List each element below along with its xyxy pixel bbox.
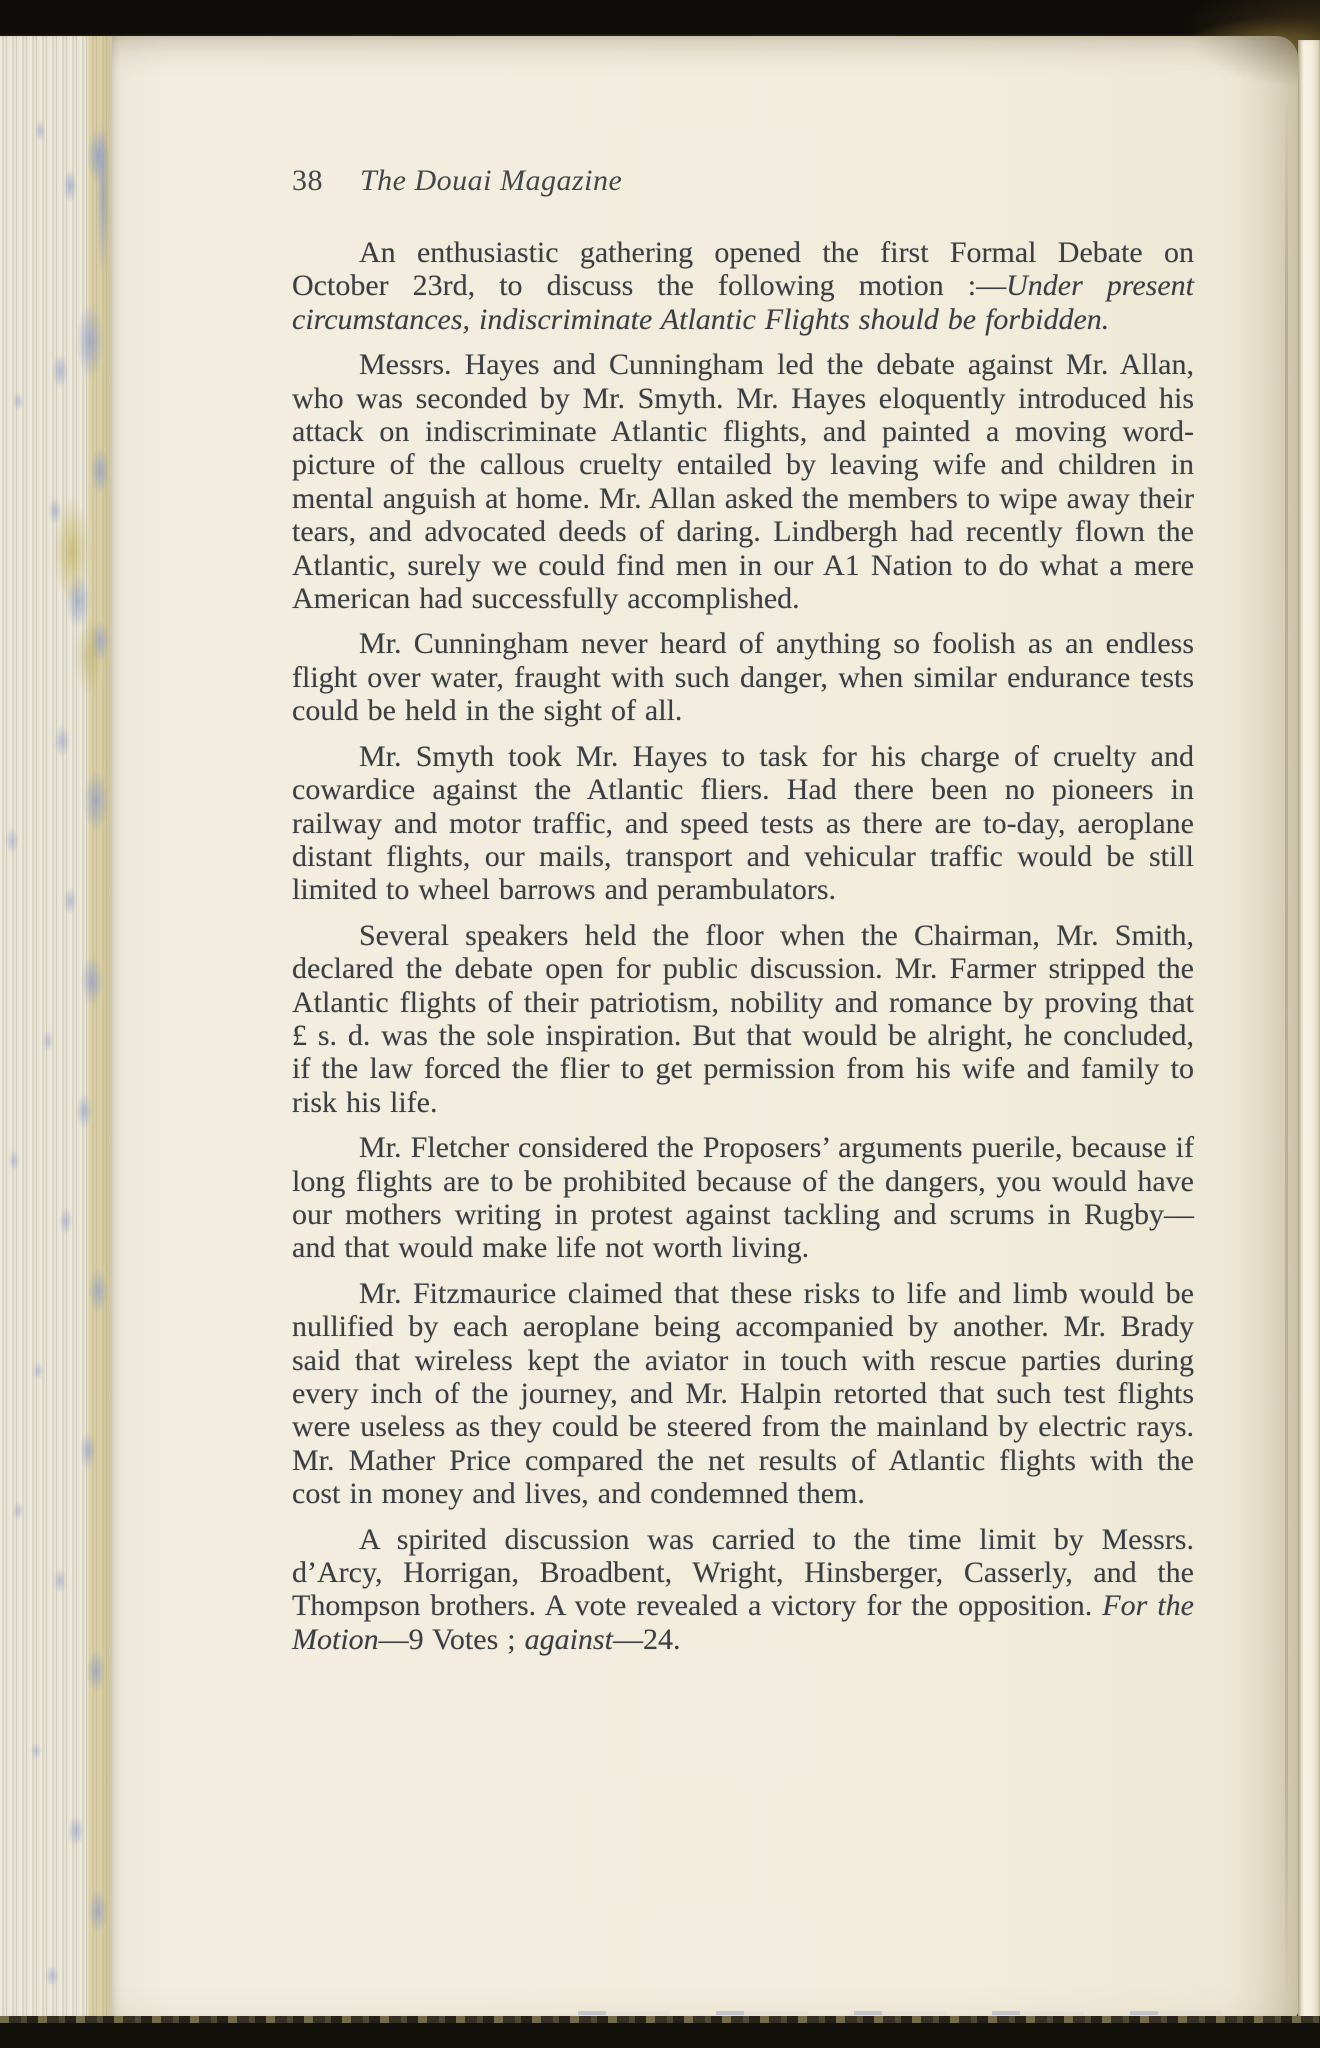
italic-text: Under present circumstances, indiscriminate Atlantic Flights should be forbidden.: [292, 269, 1194, 336]
page-edges-stack: [0, 36, 114, 2018]
paragraph: [292, 1131, 1194, 1265]
paragraph: [292, 919, 1194, 1119]
page-bottom-smudge: [532, 2011, 1268, 2015]
magazine-page: [112, 36, 1298, 2018]
article-body: [292, 236, 1194, 1668]
body-text: —24.: [612, 1622, 681, 1656]
body-text: Mr. Cunningham never heard of anything so foolish as an endless flight over water, fraught with such danger, when similar endurance tests could be held in the sight of all.: [292, 627, 1194, 728]
body-text: Mr. Fitzmaurice claimed that these risks to life and limb would be nullified by each aeroplane being accompanied by another. Mr. Brady said that wireless kept the aviator in touch with rescue parties during every inch of the journey, and Mr. Halpin retorted that such test flights were useless as they could be steered from the mainland by electric rays. Mr. Mather Price compared the net results of Atlantic flights with the cost in money and lives, and condemned them.: [292, 1276, 1194, 1511]
italic-text: For the Motion: [292, 1589, 1194, 1656]
body-text: —9 Votes ;: [378, 1622, 525, 1656]
body-text: A spirited discussion was carried to the time limit by Messrs. d’Arcy, Horrigan, Broadbent, Wright, Hinsberger, Casserly, and the Thompson brothers. A vote revealed a victory for the opposition.: [292, 1522, 1194, 1623]
bottom-cover: [0, 2016, 1320, 2048]
paragraph: [292, 348, 1194, 615]
paragraph: [292, 627, 1194, 727]
next-page-edge: [1298, 40, 1320, 2018]
page-number: 38: [292, 164, 323, 197]
body-text: Messrs. Hayes and Cunningham led the debate against Mr. Allan, who was seconded by Mr. Smyth. Mr. Hayes eloquently introduced his attack on indiscriminate Atlantic flights, and painted a moving word-picture of the callous cruelty entailed by leaving wife and children in mental anguish at home. Mr. Allan asked the members to wipe away their tears, and advocated deeds of daring. Lindbergh had recently flown the Atlantic, surely we could find men in our A1 Nation to do what a mere American had successfully accomplished.: [292, 348, 1194, 616]
magazine-title: The Douai Magazine: [360, 164, 623, 197]
body-text: Several speakers held the floor when the Chairman, Mr. Smith, declared the debate open for public discussion. Mr. Farmer stripped the Atlantic flights of their patriotism, nobility and romance by proving that £ s. d. was the sole inspiration. But that would be alright, he concluded, if the law forced the flier to get permission from his wife and family to risk his life.: [292, 918, 1194, 1119]
running-header: [292, 164, 1194, 198]
paragraph: [292, 740, 1194, 907]
italic-text: against: [524, 1622, 613, 1656]
paragraph: [292, 236, 1194, 336]
body-text: An enthusiastic gathering opened the first Formal Debate on October 23rd, to discuss the following motion :—: [292, 236, 1194, 303]
body-text: Mr. Fletcher considered the Proposers’ arguments puerile, because if long flights are to be prohibited because of the dangers, you would have our mothers writing in protest against tackling and scrums in Rugby—and that would make life not worth living.: [292, 1131, 1194, 1265]
cover-stitch-edge: [0, 2016, 1320, 2023]
body-text: Mr. Smyth took Mr. Hayes to task for his charge of cruelty and cowardice against the Atlantic fliers. Had there been no pioneers in railway and motor traffic, and speed tests as there are to-day, aeroplane distant flights, our mails, transport and vehicular traffic would be still limited to wheel barrows and perambulators.: [292, 739, 1194, 907]
paragraph: [292, 1523, 1194, 1657]
paragraph: [292, 1277, 1194, 1511]
